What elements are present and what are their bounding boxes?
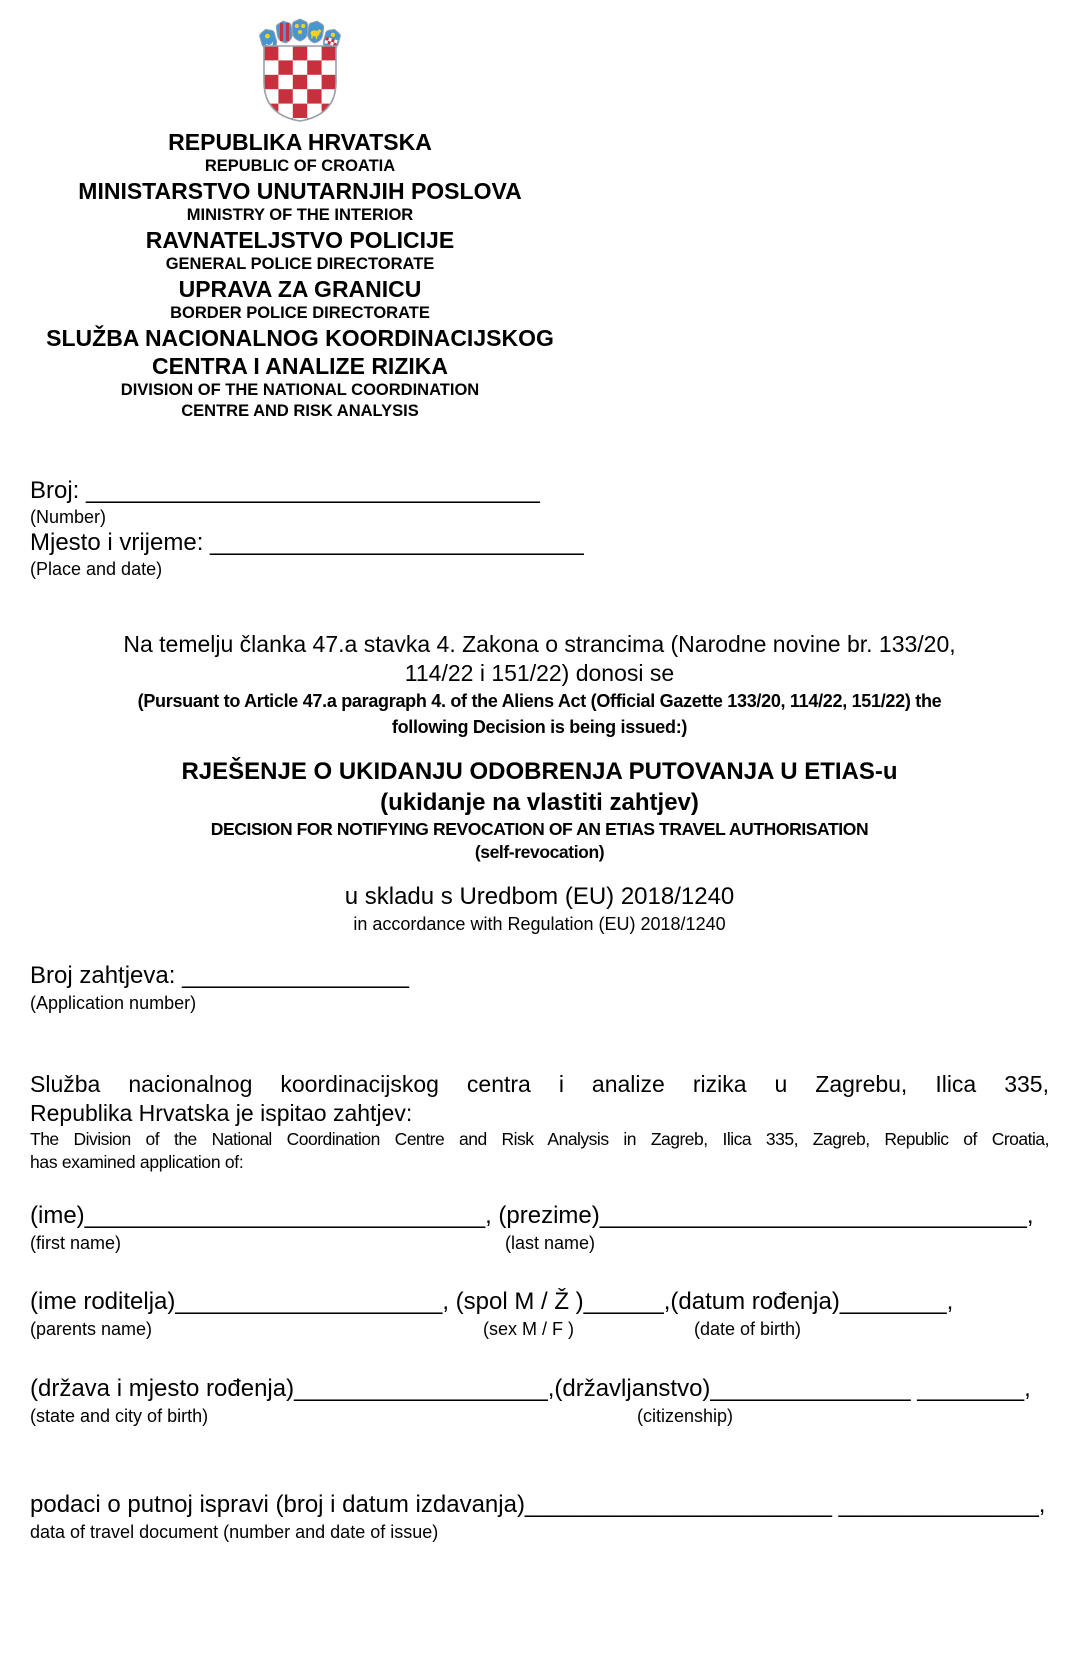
masthead-line-hr-ministry: MINISTARSTVO UNUTARNJIH POSLOVA (78, 178, 522, 204)
parents-sex-birth-caption-row (30, 1318, 1049, 1340)
number-field-line: Broj: __________________________________ (30, 477, 540, 504)
examination-hr-line-2: Republika Hrvatska je ispitao zahtjev: (30, 1100, 413, 1126)
masthead-line-en-division-1: DIVISION OF THE NATIONAL COORDINATION (120, 381, 480, 399)
document-body (30, 476, 1049, 1543)
parents-name-caption: (parents name) (30, 1319, 153, 1339)
regulation-block (30, 882, 1049, 936)
crown-shield-istria (307, 20, 325, 44)
regulation-hr: u skladu s Uredbom (EU) 2018/1240 (344, 883, 735, 910)
decision-title-block (30, 756, 1049, 864)
masthead-line-hr-division-2: CENTRA I ANALIZE RIZIKA (151, 353, 448, 379)
sex-caption: (sex M / F ) (483, 1319, 574, 1339)
examination-en-line-1: The Division of the National Coordination Centre and Risk Analysis in Zagreb, Ilica 335, Zagreb, Republic of Croatia, (30, 1129, 1049, 1149)
examination-block (30, 1070, 1049, 1174)
crown-shield-dubrovnik (276, 20, 294, 44)
application-number-caption: (Application number) (30, 993, 197, 1013)
birthplace-citizenship-row (30, 1373, 1049, 1427)
decision-subtitle-hr: (ukidanje na vlastiti zahtjev) (380, 789, 699, 816)
masthead-line-hr-division-1: SLUŽBA NACIONALNOG KOORDINACIJSKOG (46, 325, 554, 351)
masthead-line-en-division-2: CENTRE AND RISK ANALYSIS (181, 402, 419, 420)
regulation-en: in accordance with Regulation (EU) 2018/1240 (353, 914, 726, 934)
decision-title-en: DECISION FOR NOTIFYING REVOCATION OF AN ETIAS TRAVEL AUTHORISATION (210, 819, 869, 839)
masthead-line-en-ministry: MINISTRY OF THE INTERIOR (186, 206, 414, 224)
masthead (0, 0, 600, 422)
legal-basis-en-line-2: following Decision is being issued:) (391, 717, 688, 737)
examination-en-line-2: has examined application of: (30, 1152, 244, 1172)
main-shield (264, 46, 336, 121)
decision-subtitle-en: (self-revocation) (474, 842, 605, 862)
citizenship-caption: (citizenship) (637, 1406, 734, 1426)
state-city-of-birth-caption: (state and city of birth) (30, 1406, 209, 1426)
last-name-caption: (last name) (505, 1233, 596, 1253)
first-name-caption: (first name) (30, 1233, 122, 1253)
parents-sex-birth-row (30, 1286, 1049, 1340)
place-date-field-line: Mjesto i vrijeme: ____________________________ (30, 529, 584, 556)
name-row (30, 1200, 1049, 1254)
legal-basis-hr-line-2: 114/22 i 151/22) donosi se (404, 660, 675, 686)
masthead-line-en-republic: REPUBLIC OF CROATIA (204, 157, 396, 175)
examination-hr-line-1: Služba nacionalnog koordinacijskog centra i analize rizika u Zagrebu, Ilica 335, (30, 1071, 1049, 1097)
legal-basis-hr-line-1: Na temelju članka 47.a stavka 4. Zakona o strancima (Narodne novine br. 133/20, (123, 631, 956, 657)
travel-document-field-line: podaci o putnoj ispravi (broj i datum izdavanja)_______________________ _______________, (30, 1491, 1046, 1518)
crown-shield-dalmatia (293, 19, 308, 41)
croatia-coat-of-arms (259, 16, 341, 124)
reference-block (30, 476, 1049, 580)
decision-title-hr: RJEŠENJE O UKIDANJU ODOBRENJA PUTOVANJA U ETIAS-u (181, 758, 898, 785)
birthplace-citizenship-caption-row (30, 1405, 1049, 1427)
place-date-caption: (Place and date) (30, 559, 163, 579)
birthplace-citizenship-field-line: (država i mjesto rođenja)___________________,(državljanstvo)_______________ ________, (30, 1375, 1031, 1402)
masthead-line-en-directorate: GENERAL POLICE DIRECTORATE (165, 255, 435, 273)
croatia-coat-of-arms-svg (259, 16, 341, 124)
masthead-line-en-border: BORDER POLICE DIRECTORATE (170, 304, 430, 322)
date-of-birth-caption: (date of birth) (694, 1319, 802, 1339)
masthead-line-hr-republic: REPUBLIKA HRVATSKA (168, 129, 432, 155)
application-number-block (30, 960, 1049, 1014)
travel-document-caption: data of travel document (number and date of issue) (30, 1522, 439, 1542)
masthead-line-hr-directorate: RAVNATELJSTVO POLICIJE (145, 227, 455, 253)
travel-document-caption-row (30, 1521, 1049, 1543)
name-caption-row (30, 1232, 1049, 1254)
legal-basis-en-line-1: (Pursuant to Article 47.a paragraph 4. of the Aliens Act (Official Gazette 133/20, 114/22, 151/22) the (137, 691, 942, 711)
parents-sex-birth-field-line: (ime roditelja)____________________, (spol M / Ž )______,(datum rođenja)________, (30, 1288, 954, 1315)
legal-basis-block (30, 630, 1049, 740)
number-caption: (Number) (30, 507, 107, 527)
application-number-field-line: Broj zahtjeva: _________________ (30, 962, 409, 989)
masthead-line-hr-border: UPRAVA ZA GRANICU (178, 276, 422, 302)
travel-document-row (30, 1489, 1049, 1543)
name-field-line: (ime)______________________________, (prezime)________________________________, (30, 1202, 1034, 1229)
